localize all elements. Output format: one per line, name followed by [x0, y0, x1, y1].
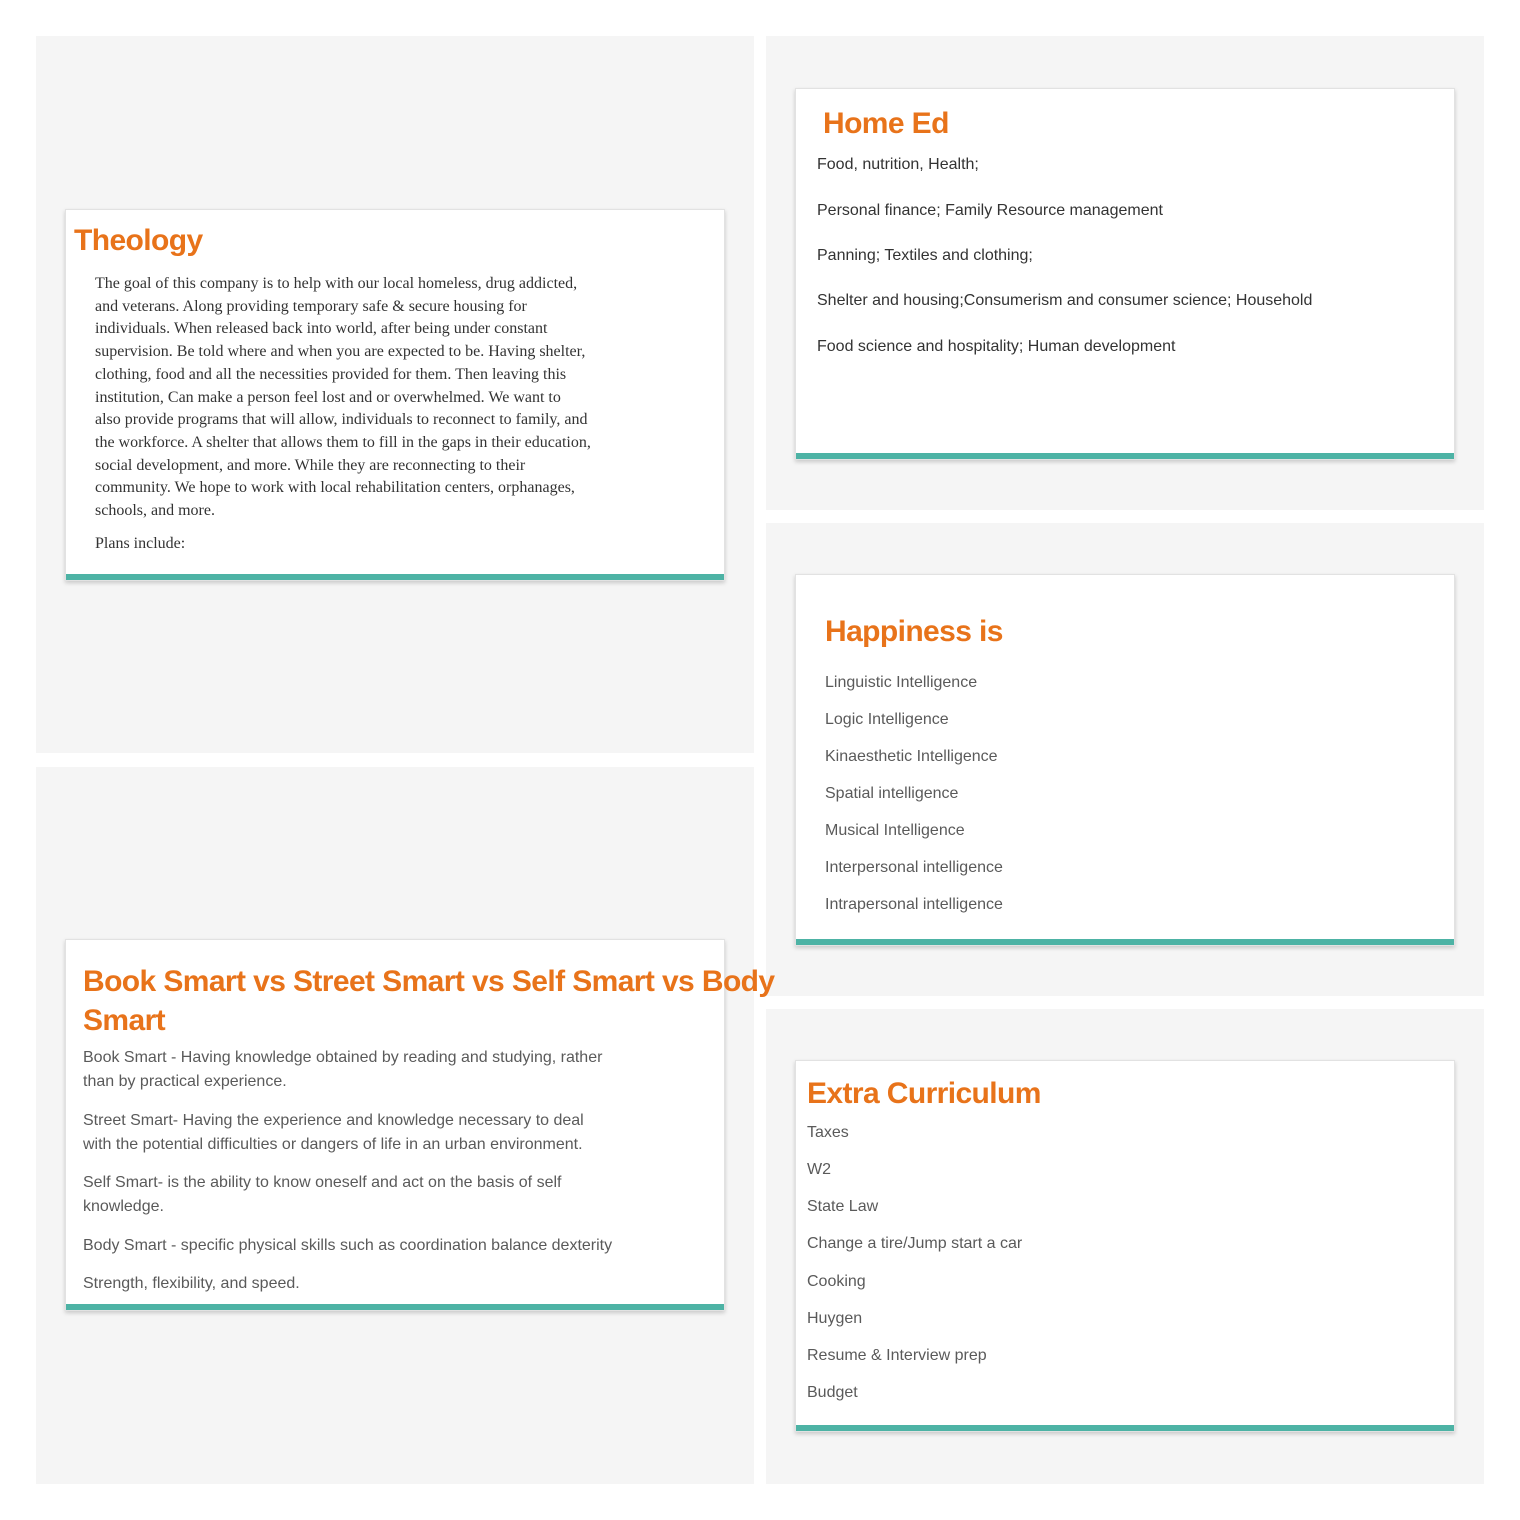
list-item: Logic Intelligence [825, 711, 949, 728]
list-item: Linguistic Intelligence [825, 674, 978, 691]
theology-title: Theology [74, 224, 203, 257]
smart-line: than by practical experience. [83, 1073, 287, 1090]
smart-title-line: Book Smart vs Street Smart vs Self Smart vs Body [83, 965, 775, 998]
theology-line: social development, and more. While they are reconnecting to their [95, 456, 526, 474]
list-item: Resume & Interview prep [807, 1347, 987, 1364]
card-accent-bar [796, 939, 1454, 945]
list-item: Personal finance; Family Resource management [817, 202, 1163, 219]
list-item: Cooking [807, 1273, 866, 1290]
happiness-title: Happiness is [825, 615, 1003, 648]
list-item: Change a tire/Jump start a car [807, 1235, 1023, 1252]
theology-plans: Plans include: [95, 535, 186, 552]
theology-line: also provide programs that will allow, individuals to reconnect to family, and [95, 411, 588, 429]
smart-card [65, 939, 775, 1311]
list-item: Food, nutrition, Health; [817, 156, 979, 173]
smart-line: knowledge. [83, 1198, 164, 1215]
list-item: Spatial intelligence [825, 785, 959, 802]
theology-line: community. We hope to work with local rehabilitation centers, orphanages, [95, 479, 575, 497]
home-ed-card [795, 88, 1455, 460]
smart-title-line: Smart [83, 1004, 166, 1037]
smart-paragraph [83, 1046, 602, 1094]
theology-line: the workforce. A shelter that allows them to fill in the gaps in their education, [95, 433, 591, 451]
smart-paragraph [83, 1109, 584, 1157]
smart-line: Self Smart- is the ability to know oneself and act on the basis of self [83, 1174, 562, 1191]
list-item: Panning; Textiles and clothing; [817, 247, 1033, 264]
smart-paragraph [83, 1272, 300, 1296]
list-item: State Law [807, 1198, 879, 1215]
list-item: W2 [807, 1161, 831, 1178]
extra-card [795, 1060, 1455, 1432]
smart-paragraph [83, 1234, 612, 1258]
home-ed-title: Home Ed [823, 107, 949, 140]
card-accent-bar [796, 1425, 1454, 1431]
smart-title [83, 962, 774, 1040]
list-item: Interpersonal intelligence [825, 859, 1003, 876]
smart-line: Street Smart- Having the experience and knowledge necessary to deal [83, 1112, 584, 1129]
smart-paragraph [83, 1171, 561, 1219]
theology-line: supervision. Be told where and when you are expected to be. Having shelter, [95, 343, 586, 361]
list-item: Budget [807, 1384, 858, 1401]
list-item: Shelter and housing;Consumerism and consumer science; Household [817, 292, 1313, 309]
theology-line: and veterans. Along providing temporary safe & secure housing for [95, 297, 527, 315]
theology-card [65, 209, 725, 581]
smart-line: Strength, flexibility, and speed. [83, 1275, 300, 1292]
list-item: Taxes [807, 1124, 849, 1141]
extra-title: Extra Curriculum [807, 1077, 1041, 1110]
theology-line: The goal of this company is to help with our local homeless, drug addicted, [95, 275, 578, 292]
smart-line: with the potential difficulties or dangers of life in an urban environment. [83, 1136, 583, 1153]
theology-line: institution, Can make a person feel lost and or overwhelmed. We want to [95, 388, 561, 406]
list-item: Food science and hospitality; Human development [817, 338, 1176, 355]
theology-line: individuals. When released back into world, after being under constant [95, 320, 548, 338]
smart-line: Body Smart - specific physical skills such as coordination balance dexterity [83, 1237, 613, 1254]
card-accent-bar [796, 453, 1454, 459]
theology-line: schools, and more. [95, 502, 215, 520]
theology-paragraph [95, 273, 591, 523]
list-item: Huygen [807, 1310, 863, 1327]
theology-line: clothing, food and all the necessities provided for them. Then leaving this [95, 365, 567, 383]
card-accent-bar [66, 1304, 724, 1310]
list-item: Musical Intelligence [825, 822, 965, 839]
smart-line: Book Smart - Having knowledge obtained by reading and studying, rather [83, 1049, 603, 1066]
happiness-card [795, 574, 1455, 946]
list-item: Intrapersonal intelligence [825, 896, 1003, 913]
list-item: Kinaesthetic Intelligence [825, 748, 998, 765]
card-accent-bar [66, 574, 724, 580]
